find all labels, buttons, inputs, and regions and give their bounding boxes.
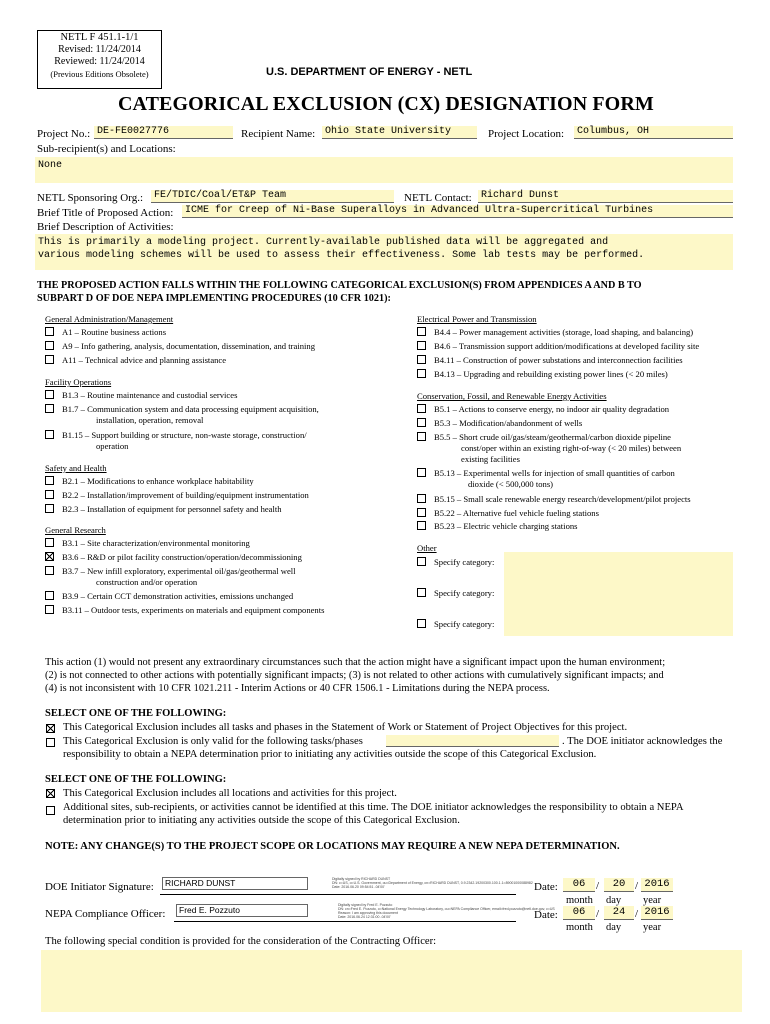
- cx-b44[interactable]: B4.4 – Power management activities (storage, load shaping, and balancing): [434, 327, 693, 337]
- group-general-research: General Research: [45, 525, 106, 535]
- select1-option-2: This Categorical Exclusion is only valid for the following tasks/phases: [63, 736, 363, 747]
- select1-option-1: This Categorical Exclusion includes all tasks and phases in the Statement of Work or Statement of Project Objectives for this project.: [63, 722, 628, 733]
- checkbox-b31[interactable]: [45, 538, 54, 547]
- date2-year-caption: year: [643, 922, 662, 933]
- date-label-1: Date:: [534, 881, 558, 893]
- date2-year[interactable]: 2016: [641, 906, 673, 920]
- cx-b513[interactable]: B5.13 – Experimental wells for injection of small quantities of carbon: [434, 468, 675, 478]
- select-one-heading-1: SELECT ONE OF THE FOLLOWING:: [45, 708, 227, 719]
- checkbox-other-2[interactable]: [417, 588, 426, 597]
- cx-b55-cont2: existing facilities: [461, 454, 520, 464]
- tasks-phases-field[interactable]: [386, 735, 559, 747]
- group-electrical: Electrical Power and Transmission: [417, 314, 537, 324]
- recipient-label: Recipient Name:: [241, 128, 316, 140]
- brief-desc-line-1: This is primarily a modeling project. Currently-available published data will be aggregated and: [38, 237, 609, 248]
- checkbox-b523[interactable]: [417, 521, 426, 530]
- select2-option-1: This Categorical Exclusion includes all locations and activities for this project.: [63, 788, 397, 799]
- cx-b13[interactable]: B1.3 – Routine maintenance and custodial services: [62, 390, 237, 400]
- subrecipients-field[interactable]: None: [35, 157, 733, 183]
- project-no-label: Project No.:: [37, 128, 91, 140]
- group-facility-ops: Facility Operations: [45, 377, 112, 387]
- subrecipients-label: Sub-recipient(s) and Locations:: [37, 143, 176, 155]
- checkbox-b515[interactable]: [417, 494, 426, 503]
- checkbox-b413[interactable]: [417, 369, 426, 378]
- special-condition-field[interactable]: [41, 950, 742, 1012]
- cx-b55-cont: const/oper within an existing right-of-way (< 20 miles) between: [461, 443, 682, 453]
- date1-slash-2: /: [635, 880, 639, 892]
- cx-heading-line-1: THE PROPOSED ACTION FALLS WITHIN THE FOLLOWING CATEGORICAL EXCLUSION(S) FROM APPENDICES A AND B TO: [37, 280, 642, 291]
- date2-day[interactable]: 24: [604, 906, 634, 920]
- initiator-signature-label: DOE Initiator Signature:: [45, 881, 154, 893]
- nepa-officer-label: NEPA Compliance Officer:: [45, 908, 166, 920]
- checkbox-select1-all-tasks[interactable]: [46, 724, 55, 733]
- checkbox-b21[interactable]: [45, 476, 54, 485]
- initiator-digital-line-3: Date: 2016.06.20 09:54:51 -04'00': [332, 885, 385, 889]
- nepa-digital-line-4: Date: 2016.06.24 12:31:00 -04'00': [338, 915, 391, 919]
- date1-month-caption: month: [566, 895, 593, 906]
- nepa-digital-signature: [338, 903, 555, 919]
- checkbox-b411[interactable]: [417, 355, 426, 364]
- initiator-signature-name: RICHARD DUNST: [162, 877, 308, 890]
- date1-day-caption: day: [606, 895, 622, 906]
- date2-slash-1: /: [596, 908, 600, 920]
- date1-slash-1: /: [596, 880, 600, 892]
- checkbox-b522[interactable]: [417, 508, 426, 517]
- other-specify-1[interactable]: Specify category:: [434, 557, 494, 567]
- extraordinary-statement: [45, 656, 665, 695]
- nepa-digital-line-1: Digitally signed by Fred E. Pozzuto: [338, 903, 393, 907]
- date1-month[interactable]: 06: [563, 878, 595, 892]
- checkbox-b39[interactable]: [45, 591, 54, 600]
- recipient-field[interactable]: Ohio State University: [322, 126, 477, 139]
- cx-b21[interactable]: B2.1 – Modifications to enhance workplace habitability: [62, 476, 254, 486]
- cx-b51[interactable]: B5.1 – Actions to conserve energy, no indoor air quality degradation: [434, 404, 669, 414]
- contact-field[interactable]: Richard Dunst: [478, 190, 733, 203]
- extraordinary-line-3: (4) is not inconsistent with 10 CFR 1021.211 - Interim Actions or 40 CFR 1506.1 - Limitations during the NEPA process.: [45, 683, 550, 694]
- initiator-signature-field[interactable]: [160, 876, 533, 895]
- brief-title-label: Brief Title of Proposed Action:: [37, 207, 174, 219]
- scope-change-note: NOTE: ANY CHANGE(S) TO THE PROJECT SCOPE OR LOCATIONS MAY REQUIRE A NEW NEPA DETERMINATION.: [45, 841, 620, 852]
- select2-option-2: [63, 801, 684, 827]
- cx-b515[interactable]: B5.15 – Small scale renewable energy research/development/pilot projects: [434, 494, 691, 504]
- cx-b31[interactable]: B3.1 – Site characterization/environmental monitoring: [62, 538, 250, 548]
- location-label: Project Location:: [488, 128, 565, 140]
- page-title: CATEGORICAL EXCLUSION (CX) DESIGNATION FORM: [118, 93, 654, 115]
- date1-year[interactable]: 2016: [641, 878, 673, 892]
- nepa-digital-line-3: Reason: I am approving this document: [338, 911, 398, 915]
- date1-year-caption: year: [643, 895, 662, 906]
- select2-option-2-line-2: determination prior to initiating any activities outside the scope of this Categorical Exclusion.: [63, 815, 460, 826]
- checkbox-b36-checked[interactable]: [45, 552, 54, 561]
- cx-a9[interactable]: A9 – Info gathering, analysis, documentation, dissemination, and training: [62, 341, 315, 351]
- cx-heading-line-2: SUBPART D OF DOE NEPA IMPLEMENTING PROCEDURES (10 CFR 1021):: [37, 293, 391, 304]
- checkbox-b51[interactable]: [417, 404, 426, 413]
- extraordinary-line-1: This action (1) would not present any extraordinary circumstances such that the action might have a significant impact upon the human environment;: [45, 657, 666, 668]
- obsolete-note: (Previous Editions Obsolete): [50, 69, 149, 79]
- checkbox-select2-additional-sites[interactable]: [46, 806, 55, 815]
- checkbox-b23[interactable]: [45, 504, 54, 513]
- brief-desc-line-2: various modeling schemes will be used to assess their effectiveness. Some lab tests may be performed.: [38, 250, 645, 261]
- extraordinary-line-2: (2) is not connected to other actions with potentially significant impacts; (3) is not related to other actions with cumulatively significant impacts; and: [45, 670, 664, 681]
- cx-b39[interactable]: B3.9 – Certain CCT demonstration activities, emissions unchanged: [62, 591, 293, 601]
- other-category-area[interactable]: [504, 552, 733, 636]
- date-label-2: Date:: [534, 909, 558, 921]
- date2-day-caption: day: [606, 922, 622, 933]
- brief-desc-label: Brief Description of Activities:: [37, 221, 174, 233]
- cx-b522[interactable]: B5.22 – Alternative fuel vehicle fueling stations: [434, 508, 599, 518]
- cx-b23[interactable]: B2.3 – Installation of equipment for personnel safety and health: [62, 504, 282, 514]
- checkbox-other-3[interactable]: [417, 619, 426, 628]
- checkbox-b17[interactable]: [45, 404, 54, 413]
- checkbox-b115[interactable]: [45, 430, 54, 439]
- select1-option-2-tail: . The DOE initiator acknowledges the: [562, 736, 723, 747]
- checkbox-b44[interactable]: [417, 327, 426, 336]
- select-one-heading-2: SELECT ONE OF THE FOLLOWING:: [45, 774, 227, 785]
- cx-b36[interactable]: B3.6 – R&D or pilot facility construction/operation/decommissioning: [62, 552, 302, 562]
- checkbox-a9[interactable]: [45, 341, 54, 350]
- checkbox-b37[interactable]: [45, 566, 54, 575]
- checkbox-a1[interactable]: [45, 327, 54, 336]
- special-condition-label: The following special condition is provided for the consideration of the Contracting Officer:: [45, 936, 437, 947]
- date2-month[interactable]: 06: [563, 906, 595, 920]
- other-specify-2[interactable]: Specify category:: [434, 588, 494, 598]
- reviewed-date: Reviewed: 11/24/2014: [54, 56, 145, 67]
- date2-slash-2: /: [635, 908, 639, 920]
- cx-b115[interactable]: B1.15 – Support building or structure, non-waste storage, construction/: [62, 430, 307, 440]
- cx-heading: [37, 279, 642, 305]
- cx-b411[interactable]: B4.11 – Construction of power substations and interconnection facilities: [434, 355, 683, 365]
- initiator-digital-line-1: Digitally signed by RICHARD DUNST: [332, 877, 391, 881]
- select2-option-2-line-1: Additional sites, sub-recipients, or activities cannot be identified at this time. The DOE initiator acknowledges the responsibility to obtain a NEPA: [63, 802, 684, 813]
- cx-a11[interactable]: A11 – Technical advice and planning assistance: [62, 355, 226, 365]
- cx-b53[interactable]: B5.3 – Modification/abandonment of wells: [434, 418, 582, 428]
- checkbox-b513[interactable]: [417, 468, 426, 477]
- nepa-signature-field[interactable]: [174, 903, 555, 922]
- other-specify-3[interactable]: Specify category:: [434, 619, 494, 629]
- checkbox-b46[interactable]: [417, 341, 426, 350]
- checkbox-b311[interactable]: [45, 605, 54, 614]
- location-field[interactable]: Columbus, OH: [574, 126, 733, 139]
- checkbox-select1-limited-tasks[interactable]: [46, 738, 55, 747]
- checkbox-b13[interactable]: [45, 390, 54, 399]
- initiator-digital-signature: [332, 877, 533, 889]
- cx-b46[interactable]: B4.6 – Transmission support addition/modifications at developed facility site: [434, 341, 699, 351]
- group-other: Other: [417, 543, 437, 553]
- initiator-digital-line-2: DN: c=US, o=U.S. Government, ou=Department of Energy, cn=RICHARD DUNST, 0.9.2342.19200300.100.1.1=89001000088982: [332, 881, 533, 885]
- group-conservation: Conservation, Fossil, and Renewable Energy Activities: [417, 391, 607, 401]
- nepa-signature-name: Fred E. Pozzuto: [176, 904, 308, 917]
- checkbox-select2-all-locations[interactable]: [46, 789, 55, 798]
- cx-b17[interactable]: B1.7 – Communication system and data processing equipment acquisition,: [62, 404, 319, 414]
- cx-b55[interactable]: B5.5 – Short crude oil/gas/steam/geothermal/carbon dioxide pipeline: [434, 432, 671, 442]
- group-safety: Safety and Health: [45, 463, 107, 473]
- sponsoring-org-field[interactable]: FE/TDIC/Coal/ET&P Team: [151, 190, 394, 203]
- cx-b523[interactable]: B5.23 – Electric vehicle charging stations: [434, 521, 578, 531]
- form-number: NETL F 451.1-1/1: [60, 32, 139, 43]
- date1-day[interactable]: 20: [604, 878, 634, 892]
- cx-b115-cont: operation: [96, 441, 129, 451]
- nepa-digital-line-2: DN: cn=Fred E. Pozzuto, o=National Energy Technology Laboratory, ou=NEPA Compliance Officer, email=fred.pozzuto@netl.doe.gov, c=US: [338, 907, 555, 911]
- date2-month-caption: month: [566, 922, 593, 933]
- checkbox-b55[interactable]: [417, 432, 426, 441]
- group-general-admin: General Administration/Management: [45, 314, 174, 324]
- cx-b413[interactable]: B4.13 – Upgrading and rebuilding existing power lines (< 20 miles): [434, 369, 668, 379]
- cx-b17-cont: installation, operation, removal: [96, 415, 204, 425]
- cx-b513-cont: dioxide (< 500,000 tons): [468, 479, 554, 489]
- agency-name: U.S. DEPARTMENT OF ENERGY - NETL: [266, 66, 473, 78]
- select1-option-2-cont: responsibility to obtain a NEPA determination prior to initiating any activities outside the scope of this Categorical Exclusion.: [63, 749, 597, 760]
- checkbox-b22[interactable]: [45, 490, 54, 499]
- checkbox-b53[interactable]: [417, 418, 426, 427]
- checkbox-other-1[interactable]: [417, 557, 426, 566]
- contact-label: NETL Contact:: [404, 192, 472, 204]
- cx-b22[interactable]: B2.2 – Installation/improvement of building/equipment instrumentation: [62, 490, 309, 500]
- cx-b37[interactable]: B3.7 – New infill exploratory, experimental oil/gas/geothermal well: [62, 566, 296, 576]
- brief-title-field[interactable]: ICME for Creep of Ni-Base Superalloys in Advanced Ultra-Supercritical Turbines: [182, 205, 733, 218]
- project-no-field[interactable]: DE-FE0027776: [94, 126, 233, 139]
- form-id-box: [37, 30, 162, 89]
- brief-desc-field[interactable]: [35, 234, 733, 270]
- cx-b311[interactable]: B3.11 – Outdoor tests, experiments on materials and equipment components: [62, 605, 324, 615]
- sponsoring-org-label: NETL Sponsoring Org.:: [37, 192, 144, 204]
- cx-b37-cont: construction and/or operation: [96, 577, 198, 587]
- revised-date: Revised: 11/24/2014: [58, 44, 141, 55]
- cx-a1[interactable]: A1 – Routine business actions: [62, 327, 166, 337]
- checkbox-a11[interactable]: [45, 355, 54, 364]
